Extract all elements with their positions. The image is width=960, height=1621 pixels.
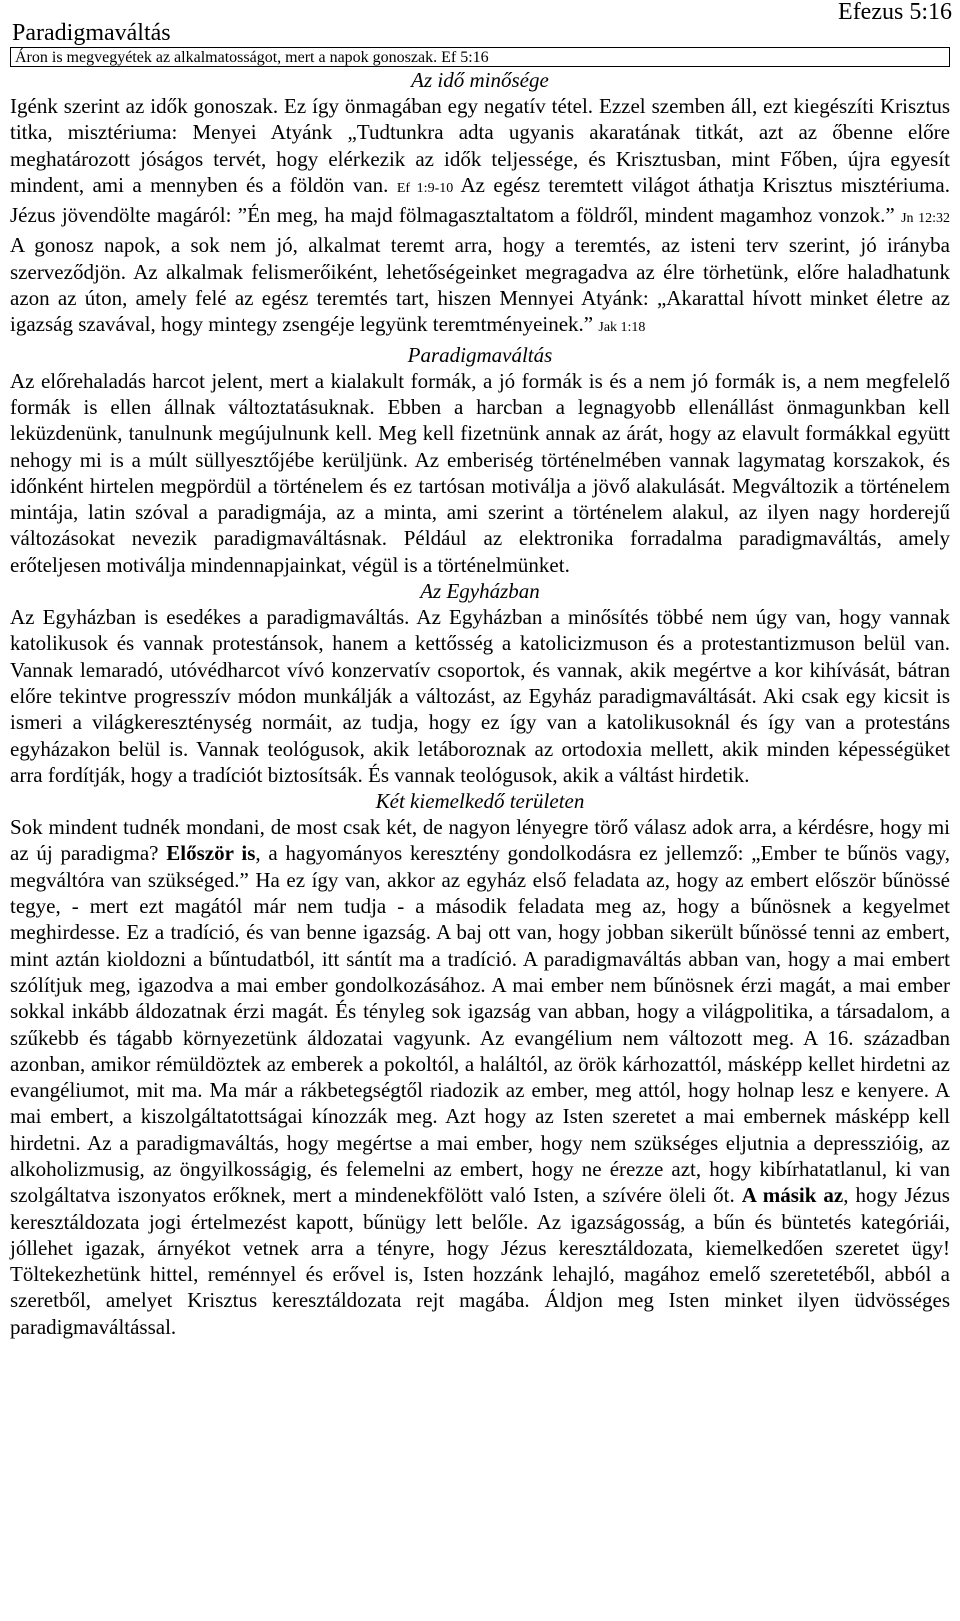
paragraph-text: Igénk szerint az idők gonoszak. Ez így önmagában egy negatív tétel. Ezzel szemben áll, ezt kiegészíti Krisztus titka, misztériuma: Menyei Atyánk „Tudtunkra adta ugyanis akaratának titkát, azt az őbenne előre meghatározott jóságos tervét, hogy elérkezik az idők teljessége, és Krisztusban, mint Főben, újra egyesít mindent, ami a mennyben és a földön van. [10,94,950,197]
paragraph-text: , hogy Jézus keresztáldozata jogi értelmezést kapott, bűnügy lett belőle. Az igazságosság, a bűn és büntetés kategóriái, jóllehet igazak, árnyékot vetnek arra a tényre, hogy Jézus keresztáldozata, kiemelkedően szeretet ügy! Töltekezhetünk hittel, reménnyel és erővel is, Isten hozzánk lehajló, magához emelő szeretetéből, abból a szeretből, amelyet Krisztus keresztáldozata rejt magába. Áldjon meg Isten minket ilyen üdvösséges paradigmaváltással. [10,1183,950,1339]
paragraph-text: Sok mindent tudnék mondani, de most csak két, de nagyon lényegre törő válasz adok arra, a kérdésre, hogy mi az új paradigma? [10,815,950,866]
section-heading-ket-terulet: Két kiemelkedő területen [375,789,585,814]
emphasis-first: Először is [166,841,256,866]
section-heading-egyhazban: Az Egyházban [420,579,540,604]
paragraph-ket-terulet [10,814,950,1340]
paragraph-text: A gonosz napok, a sok nem jó, alkalmat teremt arra, hogy a teremtés, az isteni terv szerint, jó irányba szerveződjön. Az alkalmak felismerőiként, lehetőségeinket megragadva az élre törhetünk, előre haladhatunk azon az úton, amely felé az egész teremtés tart, hiszen Mennyei Atyánk: „Akarattal hívott minket életre az igazság szavával, hogy mintegy zsengéje legyünk teremtményeinek.” [10,233,950,337]
emphasis-second: A másik az [741,1183,844,1208]
paragraph-paradigmavaltas: Az előrehaladás harcot jelent, mert a kialakult formák, a jó formák is és a nem jó formák is, a nem megfelelő formák is ellen állnak változtatásuknak. Ebben a harcban a legnagyobb ellenállást önmagunkban kell leküzdenünk, tanulnunk megújulnunk kell. Meg kell fizetnünk annak az árát, hogy az elavult formákkal együtt nehogy mi is a múlt süllyesztőjébe kerüljünk. Az emberiség történelmében vannak lagymatag korszakok, és időnként hirtelen megpördül a történelem és ez tartósan motiválja a jövő alakulását. Megváltozik a történelem mintája, latin szóval a paradigmája, az a minta, ami szerint a történelem alakul, az ilyen nagy horderejű változásokat nevezik paradigmaváltásnak. Például az elektronika forradalma paradigmaváltás, amely erőteljesen motiválja mindennapjainkat, végül is a történelmünket. [10,368,950,577]
paragraph-text: , a hagyományos keresztény gondolkodásra ez jellemző: „Ember te bűnös vagy, megváltóra van szükséged.” Ha ez így van, akkor az egyház első feladata az, hogy az embert először bűnössé tegye, - mert ezt magától már nem tudja - a második feladata meg az, hogy a bűnösnek a kegyelmet meghirdesse. Ez a tradíció, és van benne igazság. A baj ott van, hogy jobban sikerült bűnössé tenni az embert, mint aztán kioldozni a bűntudatból, itt sántít ma a tradíció. A paradigmaváltás abban van, hogy a mai embert szólítjuk meg, igazodva a mai ember gondolkozásához. A mai ember nem bűnösnek érzi magát, a mai ember sokkal inkább áldozatnak érzi magát. És tényleg sok igazság van abban, hogy a világpolitika, a társadalom, a szűkebb és tágabb környezetünk áldozatai vagyunk. Az evangélium nem változott meg. A 16. században azonban, amikor rémüldöztek az emberek a pokoltól, a haláltól, az örök kárhozattól, másképp kellet hirdetni az evangéliumot, mit ma. Ma már a rákbetegségtől riadozik az ember, meg attól, hogy holnap lesz e kenyere. A mai embert, a kiszolgáltatottságai kínozzák meg. Azt hogy az Isten szeretet a mai embernek másképp kell hirdetni. Az a paradigmaváltás, hogy megértse a mai ember, hogy nem szükséges eljutnia a depresszióig, az alkoholizmusig, az öngyilkosságig, és felemelni az embert, hogy ne érezze azt, hogy kibírhatatlanul, ki van szolgáltatva iszonyatos erőknek, mert a mindenekfölött való Isten, a szívére öleli őt. [10,841,950,1208]
paragraph-ido-minosege [10,93,950,342]
motto-box: Áron is megvegyétek az alkalmatosságot, mert a napok gonoszak. Ef 5:16 [10,47,950,67]
section-heading-paradigmavaltas: Paradigmaváltás [407,342,553,367]
bible-reference: Jak 1:18 [598,320,646,336]
paragraph-egyhazban: Az Egyházban is esedékes a paradigmaváltás. Az Egyházban a minősítés többé nem úgy van, hogy vannak katolikusok és vannak protestánsok, hanem a kettősség a katolicizmuson és a protestantizmuson belül van. Vannak lemaradó, utóvédharcot vívó konzervatív csoportok, és vannak, akik megértve a kor kihívását, bátran előre tekintve progresszív módon munkálják a változást, az Egyház paradigmaváltását. Aki csak egy kicsit is ismeri a világkereszténység normáit, az tudja, hogy ez így van a katolikusoknál és így van a protestáns egyházakon belül is. Vannak teológusok, akik letáboroznak az ortodoxia mellett, akik minden képességüket arra fordítják, hogy a tradíciót biztosítsák. És vannak teológusok, akik a váltást hirdetik. [10,605,950,787]
chapter-reference: Efezus 5:16 [838,0,952,25]
bible-reference: Jn 12:32 [901,211,950,227]
bible-reference: Ef 1:9-10 [396,180,454,196]
paragraph-text: Az egész teremtett világot áthatja Krisztus misztériuma. Jézus jövendölte magáról: ”Én meg, ha majd fölmagasztaltatom a földről, mindent magamhoz vonzok.” [10,172,950,228]
section-heading-ido-minosege: Az idő minősége [411,68,549,92]
page-title: Paradigmaváltás [12,20,171,46]
